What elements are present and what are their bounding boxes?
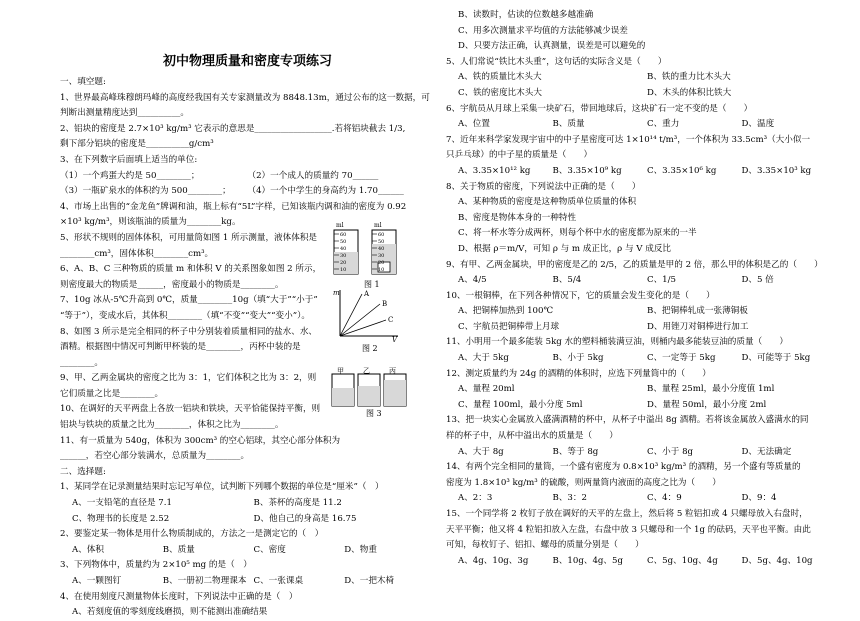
option-text: B、小于 5kg	[552, 353, 604, 364]
text-line: A、若刻度值的零刻度线磨损，则不能测出准确结果	[72, 607, 268, 618]
v-axis-label: V	[392, 336, 398, 342]
text-line: 10、一根铜棒，在下列各种情况下，它的质量会发生变化的是（ ）	[446, 290, 715, 301]
text-line: C、用多次测量求平均值的方法能够减少误差	[458, 25, 628, 36]
text-line: 6、A、B、C 三种物质的质量 m 和体积 V 的关系图象如图 2 所示，	[60, 264, 322, 275]
text-line: 7、10g 冰从-5℃升高到 0℃，质量________10g（填“大于”“小于”	[60, 295, 318, 306]
text-line: 12、测定质量约为 24g 的酒精的体积时，应选下列量筒中的（ ）	[446, 368, 711, 379]
option-text: D、可能等于 5kg	[741, 353, 811, 364]
text-line: 酒精。根据图中情况可判断甲杯装的是________，丙杯中装的是	[60, 342, 301, 353]
option-text: D、9：4	[741, 493, 777, 504]
text-line: B、读数时，估读的位数越多越准确	[458, 10, 594, 20]
option-text: D、他自己的身高是 16.75	[253, 513, 357, 524]
option-text: A、量程 20ml	[458, 384, 515, 395]
option-text: C、5g、10g、4g	[647, 555, 718, 566]
tick-label: 20	[378, 260, 385, 266]
text-line	[446, 164, 836, 180]
option-text: D、用锉刀对铜棒进行加工	[647, 321, 749, 332]
text-line	[60, 184, 435, 200]
figure-1-caption: 图 1	[364, 280, 380, 289]
text-line: 2、铝块的密度是 2.7×10³ kg/m³ 它表示的意思是__________________.若将铝块截去 1/3,	[60, 123, 406, 134]
text-line: 密度为 1.8×10³ kg/m³ 的硫酸，则两量筒内液面的高度之比为（ ）	[446, 477, 721, 488]
text-line	[446, 70, 836, 86]
text-line: D、根据 ρ＝m/V，可知 ρ 与 m 成正比，ρ 与 V 成反比	[458, 243, 672, 254]
text-line: D、只要方法正确，认真测量，误差是可以避免的	[458, 41, 646, 52]
option-text: D、物重	[344, 544, 377, 555]
text-line	[446, 86, 836, 102]
text-line: 6、宇航员从月球上采集一块矿石，带回地球后，这块矿石一定不变的是（ ）	[446, 103, 753, 114]
text-line: 4、市场上出售的“金龙鱼”牌调和油，瓶上标有“5L”字样，已知该瓶内调和油的密度为 0.92	[60, 201, 407, 212]
option-text: C、一定等于 5kg	[647, 353, 716, 364]
m-axis-label: m	[333, 289, 340, 297]
option-text: B、质量	[552, 119, 585, 130]
figure-1-graduated-cylinders	[328, 218, 410, 276]
text-line: 14、有两个完全相同的量筒，一个盛有密度为 0.8×10³ kg/m³ 的酒精，另一个盛有等质量的	[446, 462, 801, 473]
text-line: 11、小明用一个最多能装 5kg 水的塑料桶装满豆油，则桶内最多能装豆油的质量（ ）	[446, 337, 788, 348]
text-line: 7、近年来科学家发现宇宙中的中子星密度可达 1×10¹⁴ t/m³，一个体积为 33.5cm³（大小似一	[446, 134, 811, 145]
option-text: B、铁的重力比木头大	[647, 72, 731, 83]
text-line: 1、某同学在记录测量结果时忘记写单位，试判断下列哪个数据的单位是“厘米”（ ）	[60, 482, 384, 493]
text-line	[60, 496, 435, 512]
tick-label: 60	[340, 232, 347, 238]
option-text: A、把铜棒加热到 100℃	[458, 306, 554, 317]
cup-jia-label: 甲	[337, 367, 344, 375]
text-line	[60, 512, 435, 528]
option-text: B、茶杯的高度是 11.2	[253, 498, 342, 509]
text-line	[446, 491, 836, 507]
text-line: 则密度最大的物质是______，密度最小的物质是________。	[60, 279, 284, 290]
text-line: 剩下部分铝块的密度是__________g/cm³	[60, 139, 214, 150]
option-text: （3）一瓶矿泉水的体积约为 500________；	[60, 186, 231, 197]
text-line: 9、甲、乙两金属块的密度之比为 3：1，它们体积之比为 3：2，则	[60, 373, 317, 384]
text-line: 5、形状不规则的固体体积，可用量筒如图 1 所示测量，液体体积是	[60, 232, 318, 243]
text-line: 10、在调好的天平两盘上各放一铝块和铁块，天平恰能保持平衡，则	[60, 404, 321, 415]
text-line	[60, 574, 435, 590]
tick-label: 60	[378, 232, 385, 238]
text-line: B、密度是物体本身的一种特性	[458, 212, 577, 223]
page-title: 初中物理质量和密度专项练习	[162, 54, 332, 69]
line-b-label: B	[382, 300, 388, 308]
option-text: C、3.35×10⁶ kg	[647, 165, 717, 176]
text-line	[60, 169, 435, 185]
option-text: （2）一个成人的质量约 70______	[247, 170, 379, 181]
option-text: B、量程 25ml，最小分度值 1ml	[647, 384, 775, 395]
text-line: 它们质量之比是________。	[60, 388, 164, 399]
option-text: A、体积	[72, 544, 104, 555]
text-line	[446, 382, 836, 398]
text-line: 铝块与铁块的质量之比为________，体积之比为________。	[60, 420, 284, 431]
option-text: C、4：9	[647, 493, 682, 504]
text-line: 二、选择题:	[60, 466, 106, 477]
cylinder-left	[334, 222, 358, 274]
left-lines	[60, 75, 435, 621]
text-line: ×10³ kg/m³，则该瓶油的质量为________kg。	[60, 217, 241, 228]
option-text: A、4/5	[458, 275, 487, 286]
text-line: 5、人们常说“铁比木头重”，这句话的实际含义是（ ）	[446, 56, 667, 67]
cup-bing-label: 丙	[389, 367, 396, 375]
option-text: B、3.35×10⁹ kg	[552, 165, 622, 176]
text-line: 只乒乓球）的中子星的质量是（ ）	[446, 150, 593, 161]
option-text: A、一颗图钉	[72, 576, 122, 586]
text-line	[446, 117, 836, 133]
tick-label: 50	[340, 239, 347, 245]
text-line	[446, 273, 836, 289]
option-text: A、4g、10g、3g	[458, 555, 529, 566]
text-line: 天平平衡；他又将 4 粒铝扣放入左盘，右盘中放 3 只螺母和一个 1g 的砝码，天平也平衡。由此	[446, 524, 811, 535]
option-text: C、一张课桌	[253, 576, 304, 586]
text-line: ________。	[60, 357, 103, 368]
text-line	[446, 398, 836, 414]
text-line: 9、有甲、乙两金属块，甲的密度是乙的 2/5，乙的质量是甲的 2 倍，那么甲的体积是乙的（ ）	[446, 259, 823, 270]
tick-label: 30	[378, 253, 385, 259]
figure-2-mv-graph	[330, 286, 402, 342]
option-text: B、5/4	[552, 275, 582, 286]
option-text: A、大于 5kg	[458, 353, 509, 364]
text-line: 样的杯子中，从杯中溢出水的质量是（ ）	[446, 431, 618, 442]
option-text: A、大于 8g	[458, 446, 504, 457]
tick-label: 20	[340, 260, 347, 266]
option-text: B、把铜棒轧成一张薄铜板	[647, 306, 748, 317]
text-line: 11、有一质量为 540g，体积为 300cm³ 的空心铝球，其空心部分体积为	[60, 435, 341, 446]
tick-label: 40	[340, 246, 347, 252]
option-text: D、无法确定	[741, 446, 792, 457]
line-c-label: C	[388, 316, 394, 324]
option-text: C、宇航员把铜棒带上月球	[458, 321, 560, 332]
ml-unit-left: ml	[336, 222, 344, 229]
option-text: B、10g、4g、5g	[552, 555, 623, 566]
tick-label: 10	[378, 267, 385, 273]
text-line: 8、关于物质的密度，下列说法中正确的是（ ）	[446, 181, 641, 192]
cup-yi-label: 乙	[363, 367, 370, 375]
option-text: D、量程 50ml，最小分度 2ml	[647, 399, 767, 410]
text-line: 3、下列物体中，质量约为 2×10⁵ mg 的是（ ）	[60, 560, 252, 571]
text-line	[446, 351, 836, 367]
right-column	[446, 8, 836, 569]
option-text: B、等于 8g	[552, 446, 599, 457]
tick-label: 50	[378, 239, 385, 245]
option-text: A、铁的质量比木头大	[458, 72, 542, 83]
ml-unit-right: ml	[374, 222, 382, 229]
option-text: D、3.35×10³ kg	[741, 165, 812, 176]
text-line: 一、填空题:	[60, 77, 106, 87]
option-text: B、3：2	[552, 493, 587, 504]
text-line	[60, 543, 435, 559]
option-text: （4）一个中学生的身高约为 1.70______	[247, 186, 404, 197]
text-line: 15、一个同学将 2 枚钉子放在调好的天平的左盘上，然后将 5 粒铝扣或 4 只螺母放入右盘时，	[446, 509, 808, 519]
option-text: C、小于 8g	[647, 446, 694, 457]
option-text: D、5g、4g、10g	[741, 555, 813, 566]
text-line: 3、在下列数字后面填上适当的单位:	[60, 154, 198, 165]
option-text: D、木头的体积比铁大	[647, 87, 732, 98]
text-line: 8、如图 3 所示是完全相同的杯子中分别装着质量相同的盐水、水、	[60, 326, 318, 337]
text-line	[446, 304, 836, 320]
text-line: “等于”），变成水后，其体积________（填“不变”“变大”“变小”）。	[60, 310, 310, 321]
tick-label: 40	[378, 246, 385, 252]
option-text: C、重力	[647, 119, 680, 130]
text-line: 13、把一块实心金属放入盛满酒精的杯中，从杯子中溢出 8g 酒精。若将该金属放入盛满水的同	[446, 415, 809, 426]
option-text: C、1/5	[647, 275, 676, 286]
figure-3-cups	[328, 366, 410, 408]
option-text: D、5 倍	[741, 275, 774, 286]
option-text: D、一把木椅	[344, 576, 395, 586]
option-text: A、一支铅笔的直径是 7.1	[72, 498, 172, 509]
tick-label: 30	[340, 253, 347, 259]
figure-3-caption: 图 3	[366, 409, 382, 418]
right-lines	[446, 8, 836, 569]
option-text: （1）一个鸡蛋大约是 50________；	[60, 170, 200, 181]
text-line: C、将一杯水等分成两杯，则每个杯中水的密度都为原来的一半	[458, 228, 697, 239]
option-text: D、温度	[741, 119, 775, 130]
line-a-label: A	[364, 290, 370, 298]
option-text: C、铁的密度比木头大	[458, 87, 542, 98]
option-text: B、一册初二物理课本	[162, 576, 247, 586]
option-text: A、3.35×10¹² kg	[458, 165, 531, 176]
text-line: ________cm³，固体体积________cm³。	[60, 248, 214, 259]
text-line: 1、世界最高峰珠穆朗玛峰的高度经我国有关专家测量改为 8848.13m，通过公布的这一数据，可	[60, 92, 430, 103]
option-text: C、量程 100ml，最小分度 5ml	[458, 399, 583, 410]
text-line	[446, 445, 836, 461]
tick-label: 10	[340, 267, 347, 273]
figure-2-caption: 图 2	[362, 344, 378, 353]
option-text: A、2：3	[458, 493, 493, 504]
option-text: C、物理书的长度是 2.52	[72, 513, 170, 524]
text-line: 判断出测量精度达到__________。	[60, 108, 189, 119]
text-line: ______，若空心部分装满水，总质量为________。	[60, 451, 250, 462]
text-line	[446, 554, 836, 570]
text-line	[446, 320, 836, 336]
text-line: A、某种物质的密度是这种物质单位质量的体积	[458, 197, 637, 208]
option-text: C、密度	[253, 544, 286, 555]
text-line: 2、要鉴定某一物体是用什么物质制成的，方法之一是测定它的（ ）	[60, 529, 324, 540]
option-text: B、质量	[162, 544, 195, 555]
cylinder-right	[372, 222, 396, 274]
option-text: A、位置	[458, 119, 490, 130]
text-line: 可知，每枚钉子、铝扣、螺母的质量分别是（ ）	[446, 540, 644, 551]
text-line: 4、在使用刻度尺测量物体长度时，下列说法中正确的是（ ）	[60, 591, 298, 602]
